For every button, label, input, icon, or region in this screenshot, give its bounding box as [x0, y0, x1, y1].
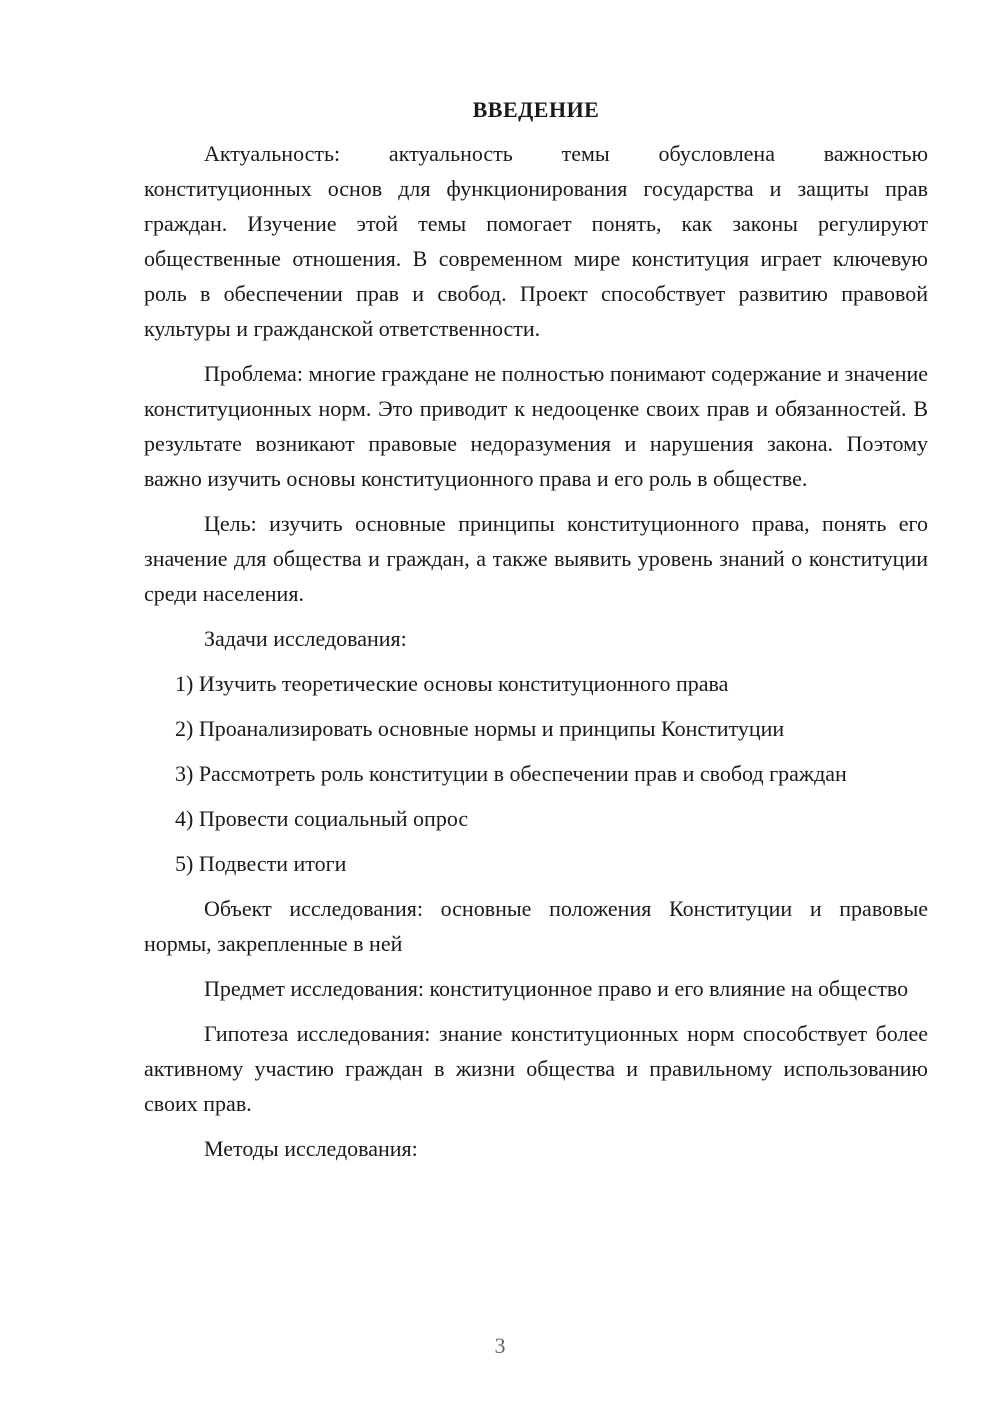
section-title: ВВЕДЕНИЕ [472, 97, 600, 122]
list-item-task-4: 4) Провести социальный опрос [175, 806, 469, 831]
paragraph-subject: Предмет исследования: конституционное право и его влияние на общество [204, 976, 909, 1001]
list-item-task-5: 5) Подвести итоги [175, 851, 347, 876]
paragraph-relevance: Актуальность: актуальность темы обусловлена важностью конституционных основ для функционирования государства и защиты прав граждан. Изучение этой темы помогает понять, как законы регулируют общественные отношения. В современном мире конституция играет ключевую роль в обеспечении прав и свобод. Проект способствует развитию правовой культуры и гражданской ответственности. [144, 141, 928, 341]
paragraph-methods: Методы исследования: [204, 1136, 418, 1161]
page-number: 3 [494, 1333, 506, 1358]
paragraph-goal: Цель: изучить основные принципы конституционного права, понять его значение для общества и граждан, а также выявить уровень знаний о конституции среди населения. [144, 511, 928, 606]
paragraph-hypothesis: Гипотеза исследования: знание конституционных норм способствует более активному участию граждан в жизни общества и правильному использованию своих прав. [144, 1021, 928, 1116]
list-item-task-2: 2) Проанализировать основные нормы и принципы Конституции [175, 716, 785, 741]
paragraph-object: Объект исследования: основные положения Конституции и правовые нормы, закрепленные в ней [144, 896, 928, 956]
document-page [144, 92, 928, 1166]
list-item-task-3: 3) Рассмотреть роль конституции в обеспечении прав и свобод граждан [175, 761, 847, 786]
paragraph-tasks-heading: Задачи исследования: [204, 626, 407, 651]
list-item-task-1: 1) Изучить теоретические основы конституционного права [175, 671, 729, 696]
paragraph-problem: Проблема: многие граждане не полностью понимают содержание и значение конституционных норм. Это приводит к недооценке своих прав и обязанностей. В результате возникают правовые недоразумения и нарушения закона. Поэтому важно изучить основы конституционного права и его роль в обществе. [144, 361, 928, 491]
